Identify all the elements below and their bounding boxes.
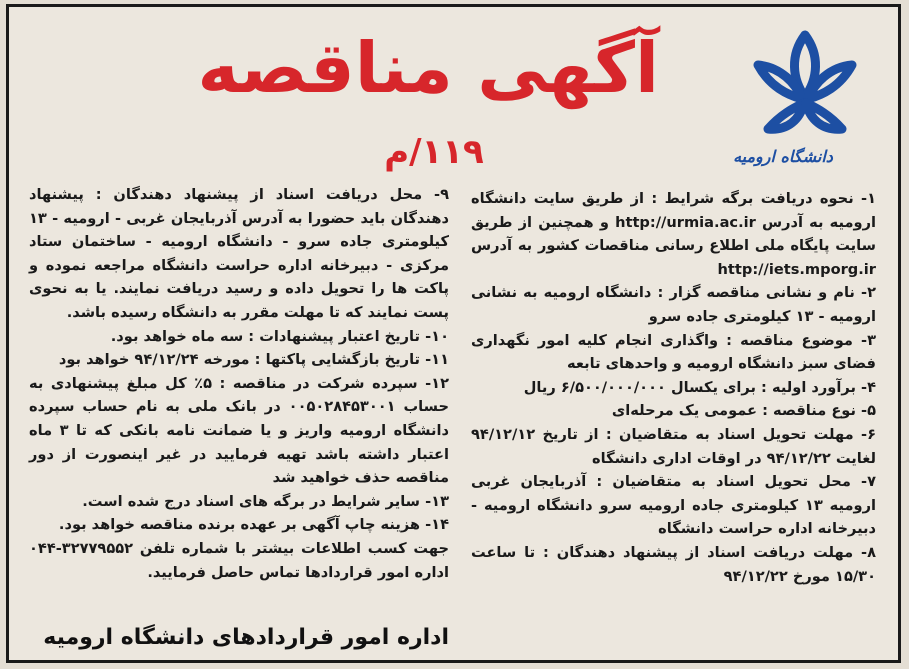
clause-14: ۱۴- هزینه چاپ آگهی بر عهده برنده مناقصه خواهد بود.	[58, 516, 449, 534]
clause-6: ۶- مهلت تحویل اسناد به متقاضیان : از تاریخ ۹۴/۱۲/۱۲ لغایت ۹۴/۱۲/۲۲ در اوقات اداری دانشگاه	[471, 425, 876, 467]
notice-title: آگهی مناقصه	[197, 27, 659, 109]
university-logo-icon	[730, 17, 880, 157]
right-column	[471, 187, 876, 588]
issue-number: ۱۱۹/م	[384, 132, 484, 172]
clause-2: ۲- نام و نشانی مناقصه گزار : دانشگاه ارومیه به نشانی ارومیه - ۱۳ کیلومتری جاده سرو	[471, 284, 876, 325]
contact-info: جهت کسب اطلاعات بیشتر با شماره تلفن ۳۲۷۷۹۵۵۲-۰۴۴ اداره امور قراردادها تماس حاصل فرمایید.	[29, 539, 449, 581]
clause-13: ۱۳- سایر شرایط در برگه های اسناد درج شده است.	[82, 492, 449, 510]
clause-5: ۵- نوع مناقصه : عمومی یک مرحله‌ای	[611, 402, 876, 420]
left-column	[29, 183, 449, 584]
clause-9: ۹- محل دریافت اسناد از پیشنهاد دهندگان : پیشنهاد دهندگان باید حضورا به آدرس آذربایجان غربی - ارومیه - ۱۳ کیلومتری جاده سرو - دانشگاه ارومیه - ساختمان ستاد مرکزی - دبیرخانه اداره حراست دانشگاه مراجعه نموده و پاکت ها را تحویل داده و رسید دریافت نمایند. یا به نحوی پست نمایند که تا مهلت مقرر به دانشگاه رسیده باشد.	[29, 186, 449, 321]
clause-11: ۱۱- تاریخ بازگشایی پاکتها : مورخه ۹۴/۱۲/۲۴ خواهد بود	[58, 351, 449, 369]
clause-12: ۱۲- سپرده شرکت در مناقصه : ۵٪ کل مبلغ پیشنهادی به حساب ۰۰۵۰۲۸۴۵۳۰۰۱ در بانک ملی به نام حساب سپرده دانشگاه ارومیه واریز و یا ضمانت نامه بانکی که تا ۳ ماه اعتبار داشته باشد تهیه فرمایید در غیر اینصورت از دور مناقصه حذف خواهید شد	[29, 374, 450, 487]
clause-10: ۱۰- تاریخ اعتبار پیشنهادات : سه ماه خواهد بود.	[110, 327, 449, 345]
clause-4: ۴- برآورد اولیه : برای یکسال ۶/۵۰۰/۰۰۰/۰۰۰ ریال	[523, 378, 876, 396]
footer-signature: اداره امور قراردادهای دانشگاه ارومیه	[43, 625, 449, 650]
clause-7: ۷- محل تحویل اسناد به متقاضیان : آذربایجان غربی ارومیه ۱۳ کیلومتری جاده ارومیه سرو دانشگاه ارومیه - دبیرخانه اداره حراست دانشگاه	[471, 473, 876, 538]
logo-caption: دانشگاه ارومیه	[733, 147, 833, 166]
clause-3: ۳- موضوع مناقصه : واگذاری انجام کلیه امور نگهداری فضای سبز دانشگاه ارومیه و واحدهای تابعه	[471, 331, 876, 373]
clause-8: ۸- مهلت دریافت اسناد از پیشنهاد دهندگان : تا ساعت ۱۵/۳۰ مورخ ۹۴/۱۲/۲۲	[471, 543, 876, 585]
tender-notice	[6, 4, 901, 663]
clause-1: ۱- نحوه دریافت برگه شرایط : از طریق سایت دانشگاه ارومیه به آدرس http://urmia.ac.ir و همچنین از طریق سایت پایگاه ملی اطلاع رسانی مناقصات کشور به آدرس http://iets.mporg.ir	[471, 190, 877, 278]
